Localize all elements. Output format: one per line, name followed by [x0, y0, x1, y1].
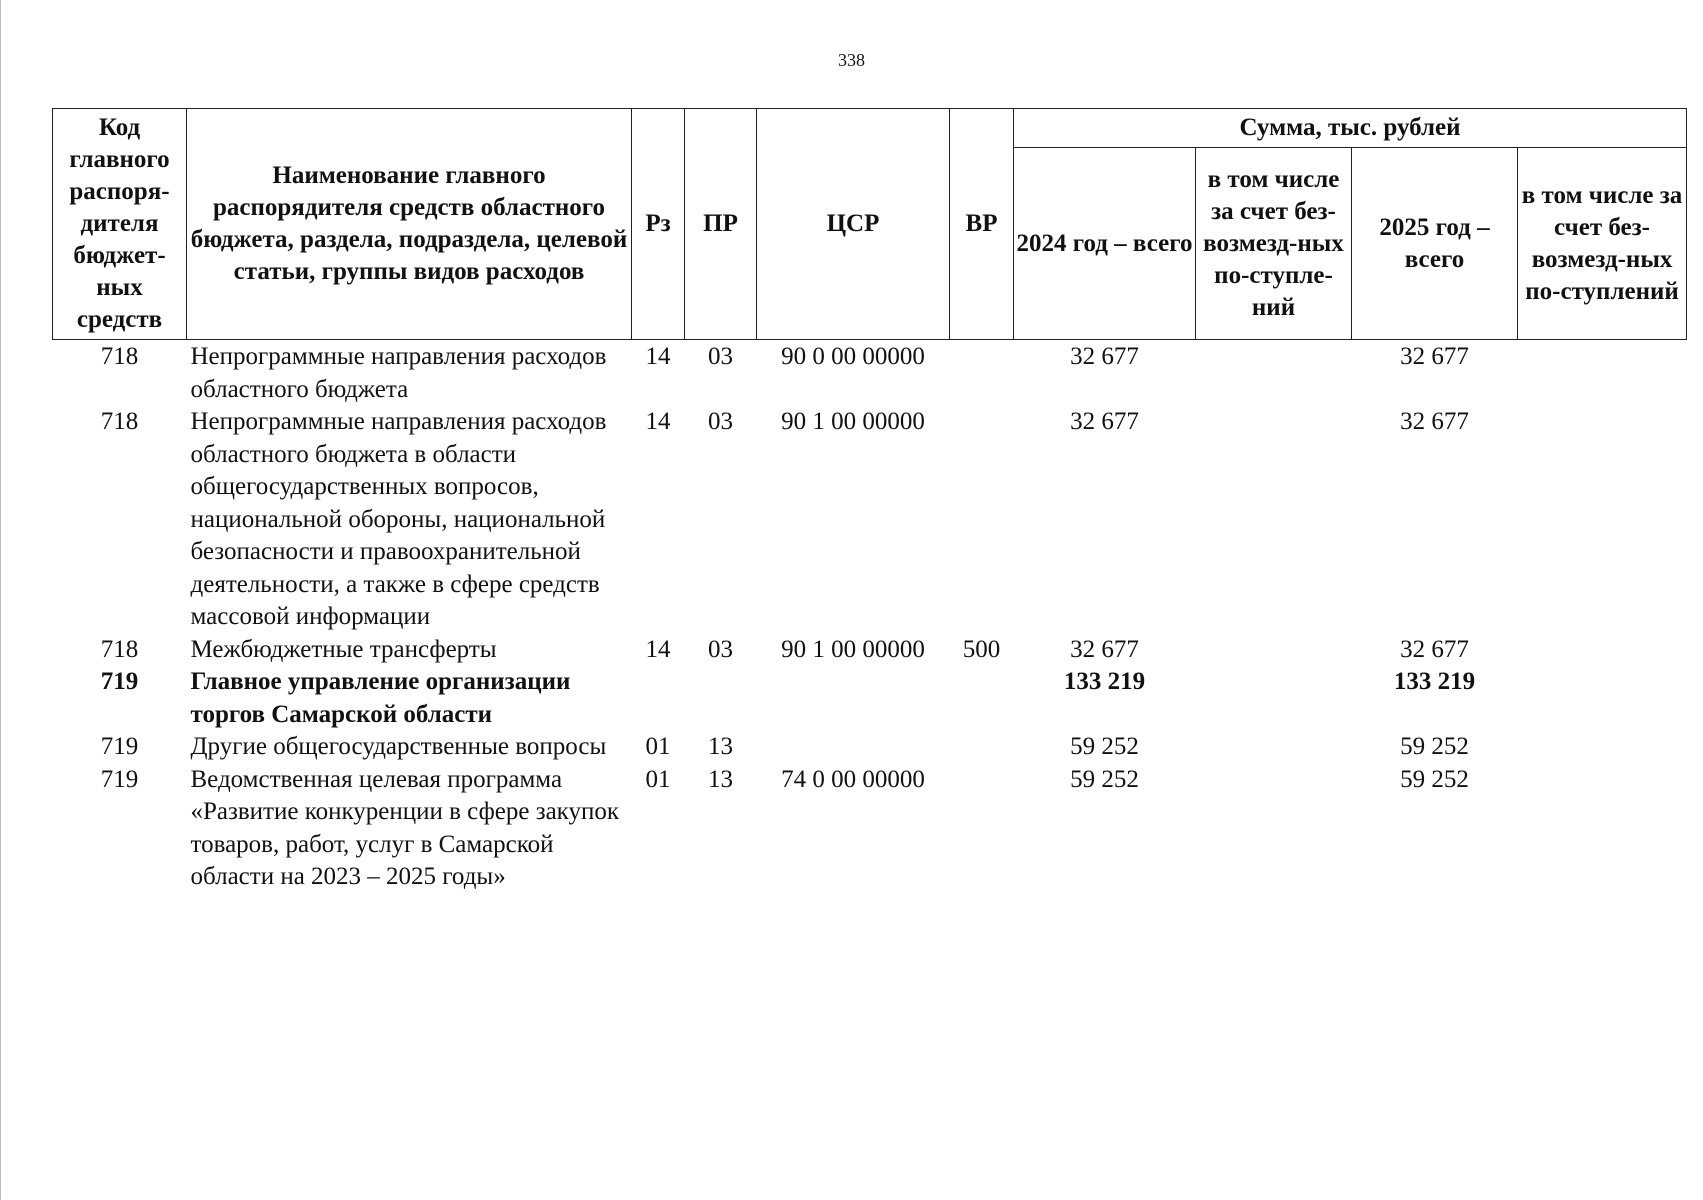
cell-2024-grants	[1196, 666, 1352, 731]
cell-2024-total: 59 252	[1070, 733, 1139, 760]
cell-rz: 14	[645, 635, 671, 663]
cell-code: 718	[100, 408, 139, 435]
table-row	[53, 406, 1687, 634]
cell-csr	[757, 731, 950, 764]
cell-csr: 74 0 00 00000	[781, 765, 925, 793]
cell-code: 718	[100, 343, 139, 370]
cell-vr	[950, 764, 1014, 894]
cell-2025-total: 59 252	[1400, 733, 1469, 760]
cell-name: Другие общегосударственные вопросы	[190, 733, 607, 760]
cell-code: 719	[100, 765, 139, 793]
table-body	[53, 340, 1687, 894]
cell-2024-grants	[1196, 406, 1352, 634]
header-2025-total: 2025 год – всего	[1352, 148, 1518, 340]
header-2024-grants: в том числе за счет без-возмезд-ных по-ступле-ний	[1196, 148, 1352, 340]
cell-2024-grants	[1196, 634, 1352, 667]
cell-code: 718	[100, 635, 139, 663]
header-code: Код главного распоря-дителя бюджет-ных средств	[53, 109, 187, 340]
cell-csr	[757, 666, 950, 731]
cell-rz	[632, 666, 685, 731]
cell-2024-total: 59 252	[1070, 765, 1139, 793]
header-rz: Рз	[632, 109, 685, 340]
page-number: 338	[838, 50, 865, 70]
cell-name: Непрограммные направления расходов областного бюджета	[190, 343, 607, 403]
cell-2024-total: 32 677	[1070, 408, 1139, 435]
cell-2025-total: 32 677	[1400, 635, 1469, 663]
cell-name: Ведомственная целевая программа «Развитие конкуренции в сфере закупок товаров, работ, услуг в Самарской области на 2023 – 2025 годы»	[190, 765, 620, 890]
cell-csr: 90 0 00 00000	[781, 343, 925, 370]
table-row	[53, 731, 1687, 764]
budget-table	[52, 108, 1687, 894]
cell-rz: 01	[645, 765, 671, 793]
header-csr: ЦСР	[757, 109, 950, 340]
cell-2025-grants	[1518, 764, 1687, 894]
cell-2024-total: 133 219	[1063, 668, 1146, 695]
cell-2024-grants	[1196, 340, 1352, 407]
cell-pr: 03	[708, 635, 733, 663]
cell-vr: 500	[962, 635, 1001, 663]
cell-vr	[950, 406, 1014, 634]
cell-name: Межбюджетные трансферты	[190, 635, 497, 663]
cell-2024-total: 32 677	[1070, 635, 1139, 663]
cell-name: Непрограммные направления расходов областного бюджета в области общегосударственных вопросов, национальной обороны, национальной безопасности и правоохранительной деятельности, а также в сфере средств массовой информации	[190, 408, 607, 630]
header-2025-grants: в том числе за счет без-возмезд-ных по-ступлений	[1518, 148, 1687, 340]
table-row	[53, 666, 1687, 731]
cell-2025-grants	[1518, 340, 1687, 407]
cell-pr: 13	[708, 733, 733, 760]
cell-code: 719	[100, 733, 139, 760]
cell-2025-grants	[1518, 666, 1687, 731]
cell-pr: 03	[708, 343, 733, 370]
cell-pr	[685, 666, 757, 731]
cell-csr: 90 1 00 00000	[781, 635, 925, 663]
cell-vr	[950, 731, 1014, 764]
cell-vr	[950, 666, 1014, 731]
scan-edge	[0, 0, 1, 1200]
cell-csr: 90 1 00 00000	[781, 408, 925, 435]
cell-2024-grants	[1196, 731, 1352, 764]
header-vr: ВР	[950, 109, 1014, 340]
header-sum-group: Сумма, тыс. рублей	[1014, 109, 1687, 148]
table-row	[53, 340, 1687, 407]
cell-2025-total: 32 677	[1400, 408, 1469, 435]
table-row	[53, 634, 1687, 667]
cell-pr: 03	[708, 408, 733, 435]
cell-rz: 14	[645, 343, 671, 370]
cell-2025-total: 32 677	[1400, 343, 1469, 370]
cell-rz: 01	[645, 733, 671, 760]
cell-pr: 13	[708, 765, 733, 793]
table-header	[53, 109, 1687, 340]
cell-2024-total: 32 677	[1070, 343, 1139, 370]
cell-2025-total: 59 252	[1400, 765, 1469, 793]
cell-vr	[950, 340, 1014, 407]
table-row	[53, 764, 1687, 894]
header-pr: ПР	[685, 109, 757, 340]
cell-name: Главное управление организации торгов Самарской области	[190, 668, 571, 728]
cell-code: 719	[100, 668, 139, 695]
cell-rz: 14	[645, 408, 671, 435]
cell-2025-grants	[1518, 731, 1687, 764]
header-2024-total: 2024 год – всего	[1014, 148, 1196, 340]
cell-2025-grants	[1518, 406, 1687, 634]
cell-2024-grants	[1196, 764, 1352, 894]
cell-2025-grants	[1518, 634, 1687, 667]
header-name: Наименование главного распорядителя средств областного бюджета, раздела, подраздела, целевой статьи, группы видов расходов	[187, 109, 632, 340]
cell-2025-total: 133 219	[1393, 668, 1476, 695]
